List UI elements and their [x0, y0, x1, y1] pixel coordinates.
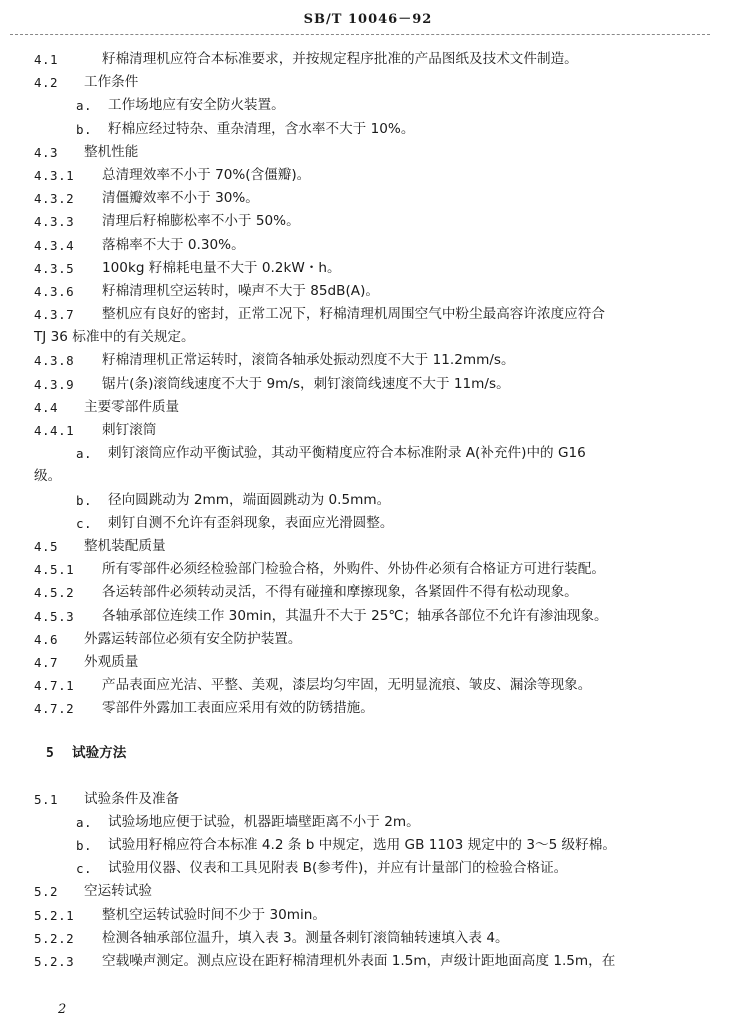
clause-number: 5.2.1: [34, 907, 75, 923]
clause-text: 零部件外露加工表面应采用有效的防锈措施。: [102, 700, 374, 717]
text-line: [0, 234, 736, 257]
text-line: [0, 419, 736, 442]
text-line: [0, 349, 736, 372]
clause-number: 4.1: [34, 52, 59, 67]
clause-text: 试验用仪器、仪表和工具见附表 B(参考件)，并应有计量部门的检验合格证。: [108, 860, 568, 877]
text-line: [0, 674, 736, 697]
text-line: [0, 950, 736, 973]
text-line: [0, 904, 736, 927]
clause-number: 4.5.2: [34, 585, 75, 601]
text-line: [0, 811, 736, 834]
clause-text: 清理后籽棉膨松率不小于 50%。: [102, 213, 300, 230]
text-line: [0, 465, 736, 488]
clause-number: 5: [46, 746, 55, 762]
clause-text: 籽棉清理机空运转时，噪声不大于 85dB(A)。: [102, 282, 379, 299]
clause-text: 级。: [34, 468, 62, 485]
text-line: [0, 927, 736, 950]
text-line: [0, 396, 736, 419]
clause-text: 各运转部件必须转动灵活，不得有碰撞和摩擦现象，各紧固件不得有松动现象。: [102, 584, 578, 601]
text-line: [0, 94, 736, 117]
clause-text: 籽棉应经过特杂、重杂清理，含水率不大于 10%。: [108, 120, 415, 137]
clause-text: 试验条件及准备: [84, 790, 180, 807]
clause-number: b.: [76, 838, 93, 853]
text-line: [0, 210, 736, 233]
clause-number: 4.3.9: [34, 376, 75, 392]
clause-number: 5.2.2: [34, 930, 75, 946]
text-line: [0, 512, 736, 535]
clause-number: 4.3: [34, 144, 59, 160]
clause-text: 试验场地应便于试验，机器距墙壁距离不小于 2m。: [108, 813, 420, 830]
spacer: [0, 720, 736, 742]
clause-text: 主要零部件质量: [84, 398, 180, 415]
clause-text: 检测各轴承部位温升，填入表 3。测量各刺钉滚筒轴转速填入表 4。: [102, 929, 509, 946]
clause-number: 4.2: [34, 75, 59, 91]
clause-text: 整机空运转试验时间不少于 30min。: [102, 906, 326, 923]
clause-number: 5.2: [34, 884, 59, 900]
text-line: [0, 442, 736, 465]
clause-number: 4.3.4: [34, 237, 75, 253]
header-rule: [10, 34, 710, 35]
clause-text: 空载噪声测定。测点应设在距籽棉清理机外表面 1.5m，声级计距地面高度 1.5m，在: [102, 952, 616, 969]
clause-number: a.: [76, 814, 93, 830]
text-line: [0, 581, 736, 604]
text-line: [0, 373, 736, 396]
clause-text: 落棉率不大于 0.30%。: [102, 236, 245, 253]
clause-number: 5.1: [34, 791, 59, 807]
clause-number: 4.7.1: [34, 678, 75, 694]
clause-text: 工作场地应有安全防火装置。: [108, 97, 285, 114]
clause-text: 产品表面应光洁、平整、美观，漆层均匀牢固，无明显流痕、皱皮、漏涂等现象。: [102, 677, 592, 694]
clause-text: 总清理效率不小于 70%(含僵瓣)。: [102, 166, 311, 183]
clause-text: 外露运转部位必须有安全防护装置。: [84, 630, 302, 647]
clause-text: 籽棉清理机正常运转时，滚筒各轴承处振动烈度不大于 11.2mm/s。: [102, 352, 515, 369]
clause-text: 锯片(条)滚筒线速度不大于 9m/s，刺钉滚筒线速度不大于 11m/s。: [102, 375, 510, 392]
clause-text: 各轴承部位连续工作 30min，其温升不大于 25℃；轴承各部位不允许有渗油现象。: [102, 607, 608, 624]
document-body: [0, 48, 736, 973]
text-line: [0, 558, 736, 581]
document-header: SB/T 10046－92: [303, 12, 433, 27]
clause-number: b.: [76, 492, 93, 508]
clause-number: 4.3.5: [34, 260, 75, 276]
section-heading: [0, 742, 736, 765]
clause-text: TJ 36 标准中的有关规定。: [34, 329, 195, 346]
clause-text: 工作条件: [84, 74, 139, 91]
clause-text: 试验用籽棉应符合本标准 4.2 条 b 中规定，选用 GB 1103 规定中的 3～5 级籽棉。: [108, 837, 616, 853]
text-line: [0, 118, 736, 141]
clause-text: 外观质量: [84, 653, 139, 670]
clause-number: 4.5: [34, 538, 59, 554]
clause-text: 100kg 籽棉耗电量不大于 0.2kW・h。: [102, 259, 341, 276]
text-line: [0, 71, 736, 94]
clause-number: 4.7.2: [34, 701, 75, 717]
text-line: [0, 788, 736, 811]
clause-text: 刺钉滚筒: [102, 422, 157, 438]
clause-text: 刺钉自测不允许有歪斜现象，表面应光滑圆整。: [108, 514, 394, 531]
clause-number: 4.7: [34, 654, 59, 670]
clause-number: 4.5.1: [34, 562, 75, 578]
clause-text: 所有零部件必须经检验部门检验合格，外购件、外协件必须有合格证方可进行装配。: [102, 561, 605, 578]
text-line: [0, 326, 736, 349]
clause-number: a.: [76, 446, 93, 462]
clause-text: 整机装配质量: [84, 537, 166, 554]
text-line: [0, 489, 736, 512]
clause-text: 籽棉清理机应符合本标准要求，并按规定程序批准的产品图纸及技术文件制造。: [102, 51, 578, 67]
clause-number: 5.2.3: [34, 953, 75, 969]
text-line: [0, 857, 736, 880]
clause-number: 4.6: [34, 631, 59, 647]
text-line: [0, 651, 736, 674]
spacer: [0, 766, 736, 788]
clause-text: 径向圆跳动为 2mm，端面圆跳动为 0.5mm。: [108, 491, 391, 508]
clause-number: 4.4.1: [34, 423, 75, 438]
clause-text: 整机性能: [84, 143, 139, 160]
text-line: [0, 187, 736, 210]
text-line: [0, 535, 736, 558]
text-line: [0, 48, 736, 71]
text-line: [0, 257, 736, 280]
text-line: [0, 834, 736, 857]
text-line: [0, 605, 736, 628]
clause-number: a.: [76, 98, 93, 114]
text-line: [0, 303, 736, 326]
clause-text: 刺钉滚筒应作动平衡试验，其动平衡精度应符合本标准附录 A(补充件)中的 G16: [108, 445, 586, 462]
clause-number: 4.3.7: [34, 307, 75, 323]
text-line: [0, 697, 736, 720]
clause-text: 整机应有良好的密封，正常工况下，籽棉清理机周围空气中粉尘最高容许浓度应符合: [102, 306, 605, 323]
clause-number: 4.3.3: [34, 214, 75, 230]
clause-number: b.: [76, 121, 93, 137]
clause-number: 4.3.6: [34, 283, 75, 299]
text-line: [0, 880, 736, 903]
clause-number: c.: [76, 861, 93, 877]
text-line: [0, 141, 736, 164]
clause-number: 4.3.8: [34, 353, 75, 369]
clause-text: 空运转试验: [84, 883, 152, 900]
clause-number: 4.4: [34, 399, 59, 415]
clause-text: 清僵瓣效率不小于 30%。: [102, 190, 259, 207]
clause-number: 4.3.2: [34, 191, 75, 207]
page-number: 2: [58, 1002, 67, 1017]
clause-text: 试验方法: [72, 745, 127, 762]
clause-number: 4.3.1: [34, 167, 75, 183]
text-line: [0, 280, 736, 303]
text-line: [0, 628, 736, 651]
text-line: [0, 164, 736, 187]
clause-number: c.: [76, 515, 93, 531]
clause-number: 4.5.3: [34, 608, 75, 624]
